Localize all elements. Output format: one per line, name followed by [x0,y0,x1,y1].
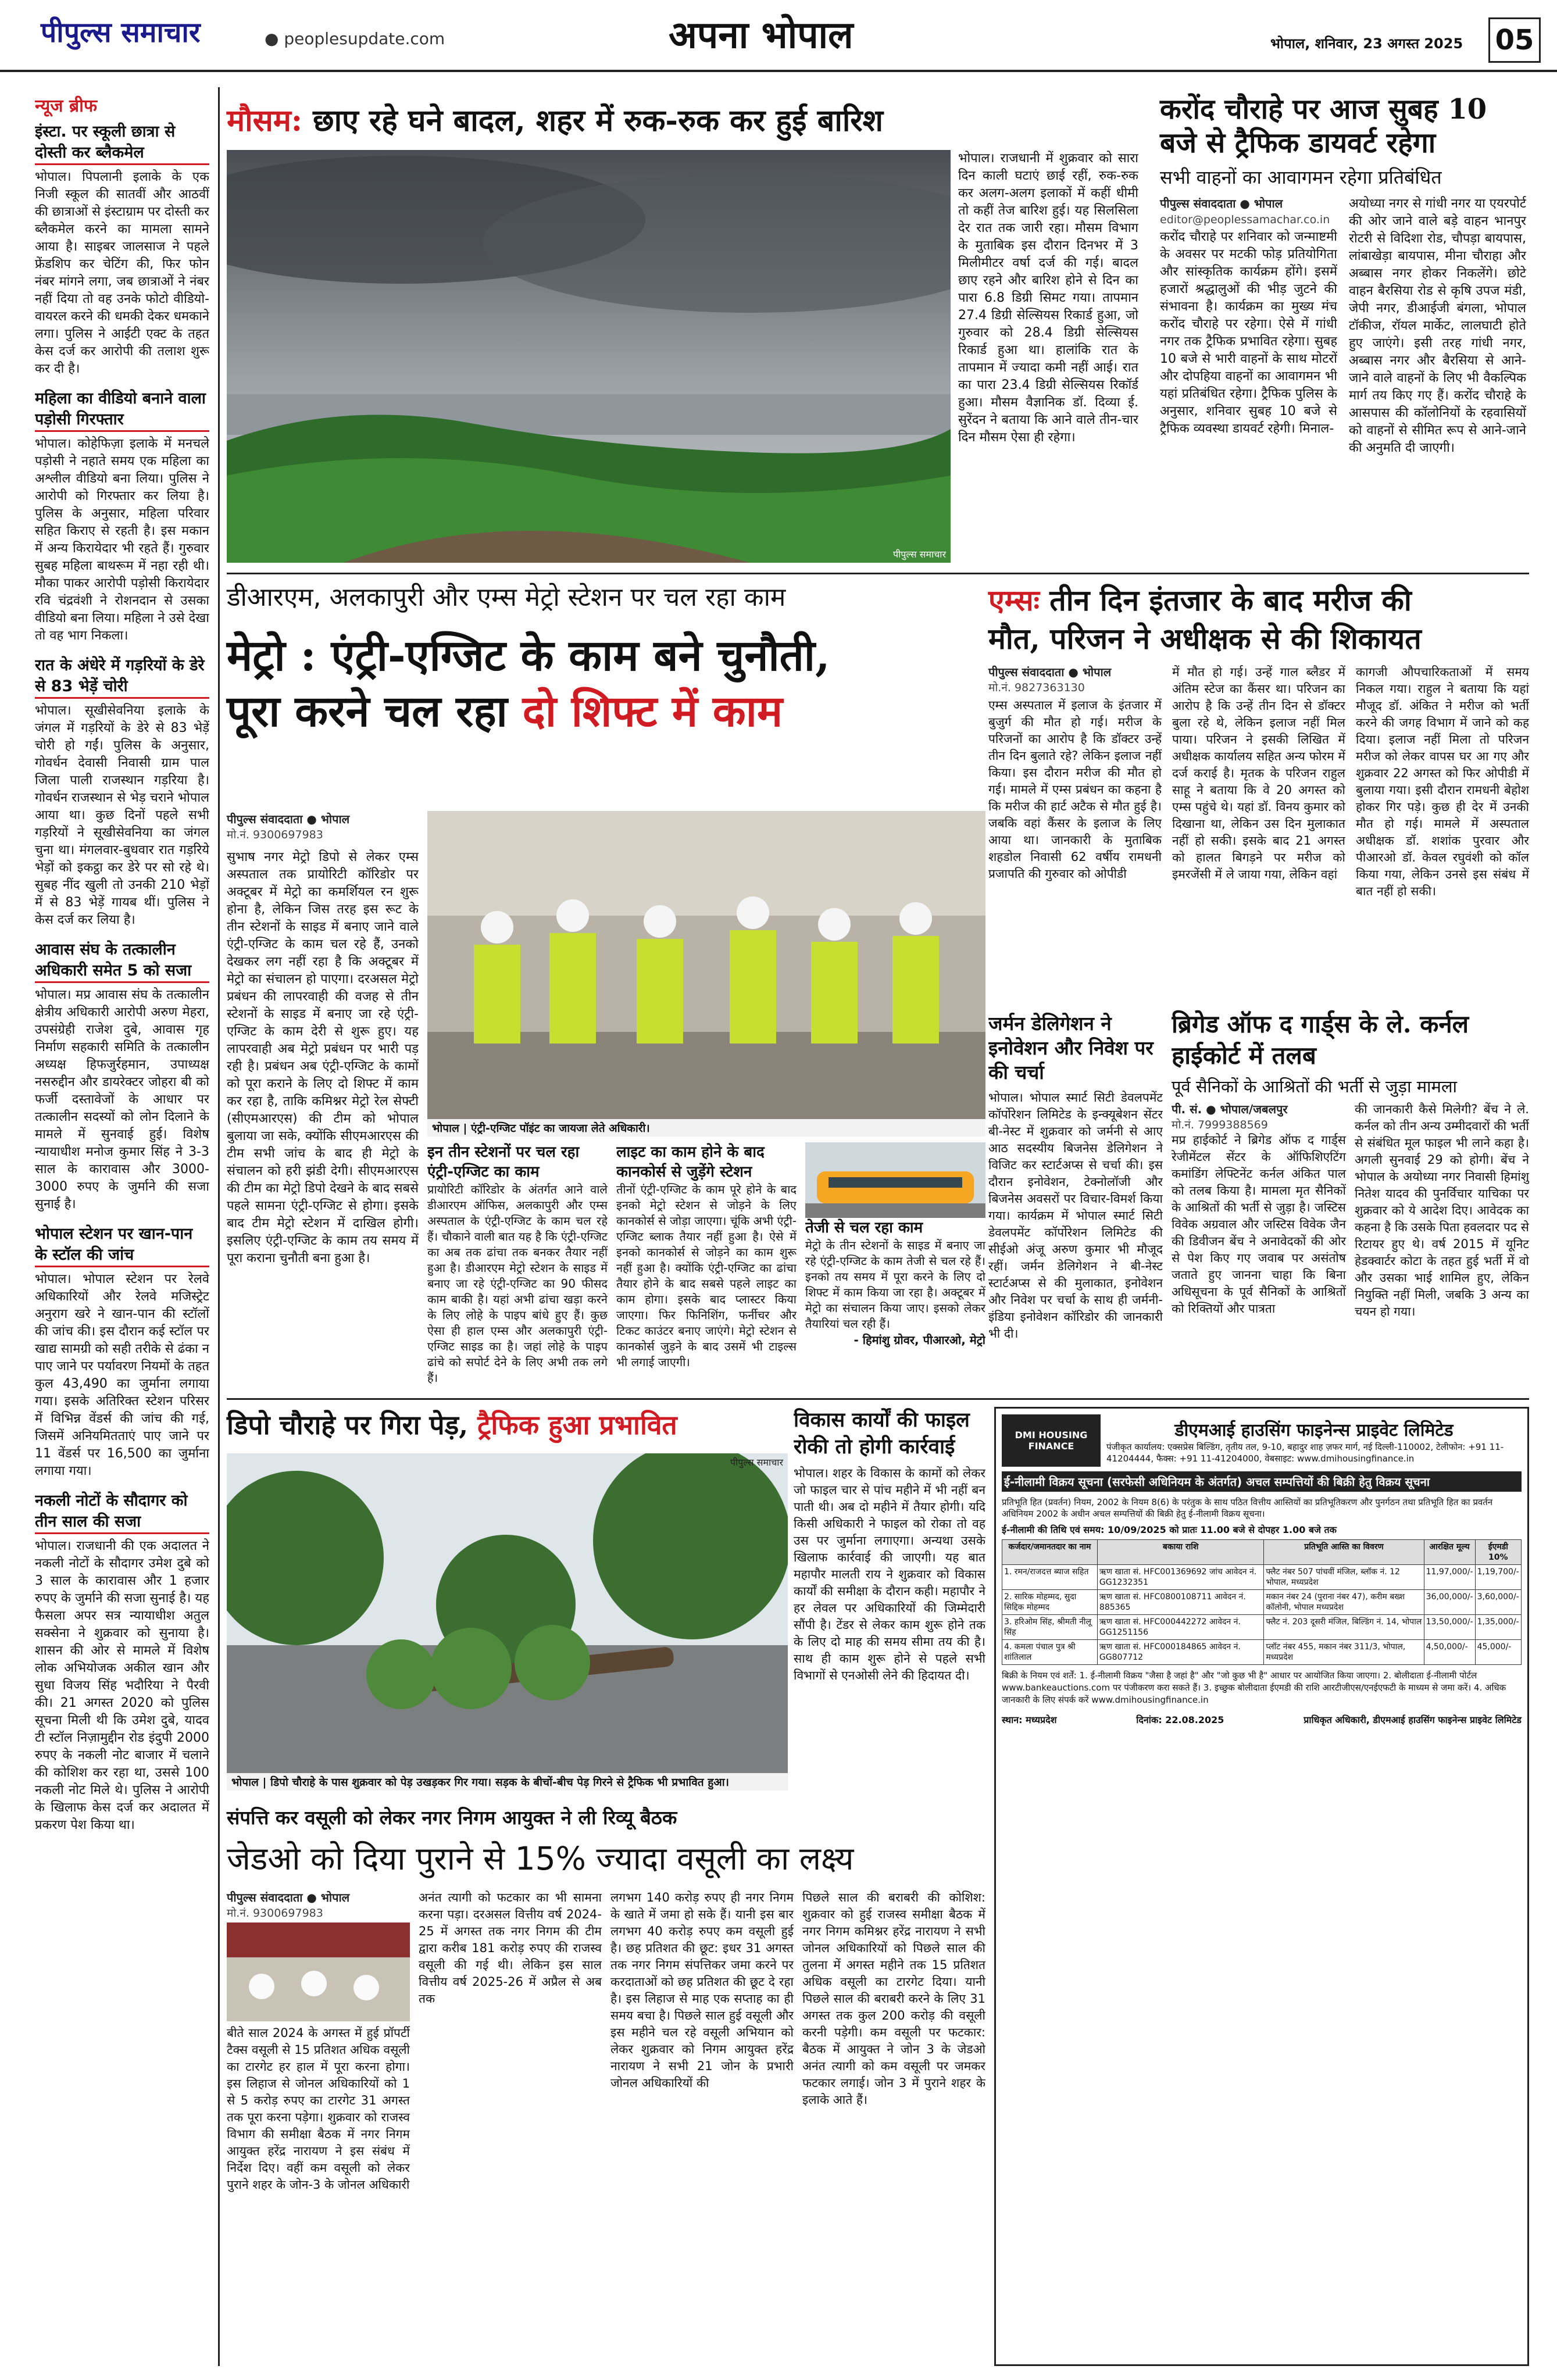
tree-photo [227,1453,788,1791]
news-brief-text: भोपाल। मप्र आवास संघ के तत्कालीन क्षेत्रीय अधिकारी आरोपी अरुण मेहरा, उपसंग्रेही राजेश दुबे, आवास गृह निर्माण सहकारी समिति के तत्कालीन अध्यक्ष हिफजुर्रहमान, उपाध्यक्ष नसरुद्दीन और डायरेक्टर जोहरा बी को फर्जी दस्तावेजों के आधार पर तत्कालीन सदस्यों को लोन दिलाने के मामले में सुनवाई हुई। विशेष न्यायाधीश मनोज कुमार सिंह ने 3-3 साल के कारावास और 3000-3000 रुपए के जुर्माने की सजा सुनाई है। [35,988,209,1212]
vikas-story: विकास कार्यों की फाइल रोकी तो होगी कार्रवाई भोपाल। शहर के विकास के कामों को लेकर जो फाइल चार से पांच महीने में भी नहीं बन पाती थी। अब दो महीने में तैयार होगी। यदि किसी अधिकारी ने फाइल को रोका तो वह उस पर जुर्माना लगाएगा। अन्यथा उसके खिलाफ कार्रवाई की जाएगी। यह बात महापौर मालती राय ने शुक्रवार को विकास कार्यों की समीक्षा के दौरान कही। महापौर ने हर लेवल पर अधिकारियों की जिम्मेदारी सौंपी है। टेंडर से लेकर काम शुरू होने तक के लिए दो माह की समय सीमा तय की है। साथ ही काम शुरू होने से पहले सभी विभागों से एनओसी लेने की हिदायत दी। [794,1407,985,1802]
photo-caption: भोपाल | डिपो चौराहे के पास शुक्रवार को पेड़ उखड़कर गिर गया। सड़क के बीचों-बीच पेड़ गिरने से ट्रैफिक भी प्रभावित हुआ। [227,1773,788,1791]
weather-photo [227,150,951,563]
aiims-story: एम्सः तीन दिन इंतजार के बाद मरीज की मौत, परिजन ने अधीक्षक से की शिकायत पीपुल्स संवाददाता ● भोपाल मो.नं. 9827363130 एम्स अस्पताल में इलाज के इंतजार में बुजुर्ग की मौत हो गई। मरीज के परिजनों का आरोप है कि डॉक्टर उन्हें तीन दिन बुलाते रहे? लेकिन इलाज नहीं किया। इस दौरान मरीज की मौत हो गई। मामले में एम्स प्रबंधन का कहना है कि मरीज की हार्ट अटैक से मौत हुई है। जबकि वहां कैंसर के इलाज के लिए आया था। जानकारी के मुताबिक शहडोल निवासी 62 वर्षीय रामधनी प्रजापति की गुरुवार को ओपीडी में मौत हो गई। उन्हें गाल ब्लैडर में अंतिम स्टेज का कैंसर था। परिजन का आरोप है कि उन्हें तीन दिन से डॉक्टर बुला रहे थे, लेकिन इलाज नहीं मिल पाया। परिजन ने इसकी लिखित में अधीक्षक कार्यालय सहित अन्य फोरम में दर्ज कराई है। मृतक के परिजन राहुल साहू ने बताया कि वे 20 अगस्त को एम्स पहुंचे थे। यहां डॉ. विनय कुमार को दिखाना था, लेकिन उस दिन मुलाकात नहीं हो सकी। इसके बाद 21 अगस्त को हालत बिगड़ने पर मरीज को इमरजेंसी में ले जाया गया, लेकिन वहां कागजी औपचारिकताओं में समय निकल गया। राहुल ने बताया कि यहां मौजूद डॉ. अंकित ने मरीज को भर्ती करने की जगह विभाग में जाने को कह दिया। इलाज नहीं मिला तो परिजन मरीज को लेकर वापस घर आ गए और शुक्रवार 22 अगस्त को फिर ओपीडी में बुलाया गया। इसी दौरान रामधनी बेहोश होकर गिर पड़े। कुछ ही देर में उनकी मौत हो गई। मामले में अस्पताल अधीक्षक डॉ. शशांक पुरवार और पीआरओ डॉ. केवल रघुवंशी को कॉल किया गया, लेकिन उनसे इस संबंध में बात नहीं हो सकी। [988,581,1529,994]
page-number: 05 [1488,17,1541,63]
site-url[interactable]: ● peoplesupdate.com [265,29,445,48]
table-cell: 3,60,000/- [1475,1590,1521,1615]
mobile: मो.नं. 9827363130 [988,681,1085,694]
news-brief-column [35,93,209,2360]
jedo-body: पीपुल्स संवाददाता ● भोपाल मो.नं. 9300697983 बीते साल 2024 के अगस्त में हुई प्रॉपर्टी टैक्स वसूली से 15 प्रतिशत अधिक वसूली का टारगेट हर हाल में पूरा करना होगा। इस लिहाज से जोनल अधिकारियों को 1 से 5 करोड़ रुपए का टारगेट 31 अगस्त तक पूरा करना पड़ेगा। शुक्रवार को राजस्व विभाग की समीक्षा बैठक में नगर निगम आयुक्त हरेंद्र नारायण ने इस संबंध में निर्देश दिए। वहीं कम वसूली को लेकर पुराने शहर के जोन-3 के जोनल अधिकारी अनंत त्यागी को फटकार का भी सामना करना पड़ा। दरअसल वित्तीय वर्ष 2024-25 में अगस्त तक नगर निगम की टीम द्वारा करीब 181 करोड़ रुपए की राजस्व वसूली की गई थी। लेकिन इस साल वित्तीय वर्ष 2025-26 में अप्रैल से अब तक लगभग 140 करोड़ रुपए ही नगर निगम के खाते में जमा हो सके हैं। यानी इस बार लगभग 40 करोड़ रुपए कम वसूली हुई है। छह प्रतिशत की छूट: इधर 31 अगस्त तक नगर निगम संपत्तिकर जमा करने पर करदाताओं को छह प्रतिशत की छूट दे रहा है। इस लिहाज से माह एक सप्ताह का ही समय बचा है। पिछले साल हुई वसूली और इस महीने चल रहे वसूली अभियान को लेकर शुक्रवार को निगम आयुक्त हरेंद्र नारायण ने सभी 21 जोन के प्रभारी जोनल अधिकारियों की पिछले साल की बराबरी की कोशिश: शुक्रवार को हुई राजस्व समीक्षा बैठक में नगर निगम कमिश्नर हरेंद्र नारायण ने सभी जोनल अधिकारियों को पिछले साल की तुलना में अगस्त महीने तक 15 प्रतिशत अधिक वसूली का टारगेट दिया। यानी पिछले साल की बराबरी करने के लिए 31 अगस्त तक कुल 200 करोड़ की वसूली करनी पड़ेगी। कम वसूली पर फटकार: बैठक में आयुक्त ने जोन 3 के जेडओ अनंत त्यागी को कम वसूली पर जमकर फटकार लगाई। जोन 3 में पुराने शहर के इलाके आते हैं। [227,1891,985,2192]
table-cell: मकान नंबर 24 (पुराना नंबर 47), करीम बख्श कॉलोनी, भोपाल मध्यप्रदेश [1264,1590,1424,1615]
dmi-company: डीएमआई हाउसिंग फाइनेन्स प्राइवेट लिमिटेड [1174,1420,1454,1441]
table-cell: 4,50,000/- [1424,1640,1475,1665]
table-cell: 1,19,700/- [1475,1565,1521,1590]
table-header: कर्जदार/जमानतदार का नाम [1002,1540,1098,1565]
news-brief-text: भोपाल। पिपलानी इलाके के एक निजी स्कूल की सातवीं और आठवीं की छात्राओं से इंस्टाग्राम पर दोस्ती कर ब्लैकमेल करने का मामला सामने आया है। साइबर जालसाज ने पहले फ्रेंडशिप कर चेटिंग की, फिर फोन नंबर मांगने लगा, जब छात्राओं ने नंबर नहीं दिया तो वह उनके फोटो वीडियो-वायरल करने की धमकी देकर धमकाने लगा। पुलिस ने आईटी एक्ट के तहत केस दर्ज कर आरोपी की तलाश शुरू कर दी है। [35,170,209,376]
karond-story [1160,93,1526,558]
news-brief-text: भोपाल। कोहेफिज़ा इलाके में मनचले पड़ोसी ने नहाते समय एक महिला का अश्लील वीडियो बना लिया। पुलिस ने आरोपी को गिरफ्तार कर लिया है। पुलिस के अनुसार, महिला परिवार सहित किराए से रहती है। इस मकान में अन्य किरायेदार भी रहते हैं। गुरुवार सुबह महिला बाथरूम में नहा रही थी। मौका पाकर आरोपी पड़ोसी किरायेदार रवि चंद्रवंशी ने रोशनदान से उसका वीडियो बना लिया। महिला ने उसे देखा तो वह भाग निकला। [35,437,209,643]
brigade-subhead: पूर्व सैनिकों के आश्रितों की भर्ती से जुड़ा मामला [1172,1077,1458,1096]
jedo-kicker: संपत्ति कर वसूली को लेकर नगर निगम आयुक्त ने ली रिव्यू बैठक [227,1806,677,1829]
mobile: मो.नं. 9300697983 [227,828,323,841]
logo: पीपुल्स समाचार [41,16,201,49]
german-story: जर्मन डेलिगेशन ने इनोवेशन और निवेश पर की चर्चा भोपाल। भोपाल स्मार्ट सिटी डेवलपमेंट कॉर्पोरेशन लिमिटेड के इन्क्यूबेशन सेंटर बी-नेस्ट में शुक्रवार को जर्मनी से आए आठ सदस्यीय बिजनेस डेलिगेशन ने विजिट कर स्टार्टअप्स से चर्चा की। इस दौरान इनोवेशन, टेक्नोलॉजी और बिजनेस अवसरों पर विचार-विमर्श किया गया। कार्यक्रम में भोपाल स्मार्ट सिटी डेवलपमेंट कॉर्पोरेशन लिमिटेड की सीईओ अंजू अरुण कुमार भी मौजूद रहीं। जर्मन डेलिगेशन ने बी-नेस्ट स्टार्टअप्स से की मुलाकात, इनोवेशन और निवेश पर चर्चा के साथ ही जर्मनी-इंडिया इनोवेशन कॉरिडोर की जानकारी भी दी। [988,1012,1163,1341]
photo-caption: भोपाल | एंट्री-एग्जिट पॉइंट का जायजा लेते अधिकारी। [427,1119,985,1137]
dmi-address: पंजीकृत कार्यालय: एक्सप्रेस बिल्डिंग, तृतीय तल, 9-10, बहादुर शाह ज़फर मार्ग, नई दिल्ली-110002, टेलीफोन: +91 11-41204444, फैक्स: +91 11-41204000, वेबसाइट: www.dmihousingfinance.in [1106,1441,1504,1464]
table-header: आरक्षित मूल्य [1424,1540,1475,1565]
vikas-headline: विकास कार्यों की फाइल रोकी तो होगी कार्रवाई [794,1409,970,1459]
table-row [1002,1615,1522,1640]
aiims-headline: एम्सः तीन दिन इंतजार के बाद मरीज की मौत, परिजन ने अधीक्षक से की शिकायत [988,583,1422,656]
tree-headline: डिपो चौराहे पर गिरा पेड़, ट्रैफिक हुआ प्रभावित [227,1409,677,1441]
table-cell: 45,000/- [1475,1640,1521,1665]
section-divider [227,1398,1529,1400]
email[interactable]: editor@peoplessamachar.co.in [1160,213,1330,227]
dmi-intro: प्रतिभूति हित (प्रवर्तन) नियम, 2002 के नियम 8(6) के परंतुक के साथ पठित वित्तीय आस्तियों का प्रतिभूतिकरण और पुनर्गठन तथा प्रतिभूति हित का प्रवर्तन अधिनियम 2002 के अधीन अचल सम्पत्तियों की बिक्री हेतु ई-नीलामी विक्रय सूचना। [1002,1497,1493,1519]
table-cell: ऋण खाता सं. HFC001369692 जांच आवेदन नं. GG1232351 [1097,1565,1263,1590]
brigade-story: ब्रिगेड ऑफ द गार्ड्स के ले. कर्नल हाईकोर्ट में तलब पूर्व सैनिकों के आश्रितों की भर्ती से जुड़ा मामला पी. सं. ● भोपाल/जबलपुर मो.नं. 7999388569 मप्र हाईकोर्ट ने ब्रिगेड ऑफ द गार्ड्स रेजीमेंटल सेंटर के ऑफिशिएटिंग कमांडिंग लेफ्टिनेंट कर्नल अंकित पाल को तलब किया है। मामला मृत सैनिकों के आश्रितों की भर्ती से जुड़ा है। जस्टिस विवेक अग्रवाल और जस्टिस विवेक जैन की डिवीजन बेंच ने अनावेदकों की ओर से पेश किए गए जवाब पर असंतोष जताते हुए जानना चाहा कि बिना अधिसूचना के पूर्व सैनिकों के आश्रितों को रिक्तियों और पात्रता की जानकारी कैसे मिलेगी? बेंच ने ले. कर्नल को तीन अन्य उम्मीदवारों की भर्ती से संबंधित मूल फाइल भी लाने कहा है। अगली सुनवाई 29 को होगी। बेंच ने भोपाल के अयोध्या नगर निवासी हिमांशु नितेश यादव की पुनर्विचार याचिका पर शुक्रवार को ये आदेश दिए। आवेदक का कहना है कि उसके पिता हवलदार पद से रिटायर हुए थे। वर्ष 2015 में यूनिट हेडक्वार्टर कोटा के तहत हुई भर्ती में वो और उसका भाई शामिल हुए, लेकिन नियुक्ति नहीं मिली, जबकि 3 अन्य का चयन हो गया। [1172,1010,1529,1318]
weather-body: भोपाल। राजधानी में शुक्रवार को सारा दिन काली घटाएं छाई रहीं, रुक-रुक कर अलग-अलग इलाकों में कहीं धीमी तो कहीं तेज बारिश हुई। यह सिलसिला देर रात तक जारी रहा। मौसम विभाग के मुताबिक इस दौरान दिनभर में 3 मिलीमीटर वर्षा दर्ज की गई। बादल छाए रहने और बारिश होने से दिन का पारा 6.8 डिग्री सिमट गया। तापमान 27.4 डिग्री सेल्सियस रिकार्ड हुआ, जो गुरुवार को 28.4 डिग्री सेल्सियस रिकार्ड हुआ था। हालांकि रात के तापमान में ज्यादा कमी नहीं आई। रात का पारा 23.4 डिग्री सेल्सियस रिकॉर्ड हुआ। मौसम वैज्ञानिक डॉ. दिव्या ई. सुरेंदन ने बताया कि आने वाले तीन-चार दिन मौसम ऐसा ही रहेगा। [958,151,1138,445]
news-brief-title: भोपाल स्टेशन पर खान-पान के स्टॉल की जांच [35,1224,209,1267]
table-cell: 13,50,000/- [1424,1615,1475,1640]
table-cell: प्लॉट नंबर 455, मकान नंबर 311/3, भोपाल, मध्यप्रदेश [1264,1640,1424,1665]
news-brief-text: भोपाल। सूखीसेवनिया इलाके के जंगल में गड़रियों के डेरे से 83 भेड़ें चोरी हो गईं। पुलिस के अनुसार, गोवर्धन देवासी निवासी ग्राम पाल जिला पाली राजस्थान गड़रिया है। गोवर्धन राजस्थान से भेड़ चराने भोपाल आया था। कुछ दिनों पहले सभी गड़रियों ने सूखीसेवनिया का जंगल चुना था। मंगलवार-बुधवार रात गड़रिये भेड़ों को इकट्ठा कर डेरे पर सो रहे थे। सुबह नींद खुली तो उनकी 210 भेड़ों में से 83 भेड़ें गायब थीं। पुलिस ने केस दर्ज कर लिया है। [35,703,209,927]
news-brief-text: भोपाल। भोपाल स्टेशन पर रेलवे अधिकारियों और रेलवे मजिस्ट्रेट अनुराग खरे ने खान-पान की स्टॉलों की जांच की। इस दौरान कई स्टॉल पर खाद्य सामग्री को सही तरीके से ढंका न पाए जाने पर पर्यावरण नियमों के तहत कुल 43,490 का जुर्माना लगाया गया। इसके अतिरिक्त स्टेशन परिसर में विभिन्न वेंडर्स की जांच की गई, जिसमें अनियमितताएं पाए जाने पर 11 वेंडर्स पर 16,500 का जुर्माना लगाया गया। [35,1272,209,1478]
table-row [1002,1565,1522,1590]
dateline: भोपाल, शनिवार, 23 अगस्त 2025 [1270,35,1463,52]
table-cell: ऋण खाता सं. HFC0800108711 आवेदन नं. 885365 [1097,1590,1263,1615]
section-divider [227,573,1529,574]
column-divider [218,87,220,2366]
section-title: अपना भोपाल [669,13,854,57]
karond-body-2: अयोध्या नगर से गांधी नगर या एयरपोर्ट की ओर जाने वाले बड़े वाहन भानपुर रोटरी से विदिशा रोड, चौपड़ा बायपास, लांबाखेड़ा बायपास, मीना चौराहा और अब्बास नगर होकर निकलेंगे। छोटे वाहन बैरसिया रोड से कृषि उपज मंडी, जेपी नगर, डीआईजी बंगला, भोपाल टॉकीज, रॉयल मार्केट, लालघाटी होते हुए जाएंगे। इसी तरह गांधी नगर, अब्बास नगर और बैरसिया से आने-जाने वाले वाहनों के लिए भी वैकल्पिक मार्ग तय किए गए हैं। करोंद चौराहे के आसपास की कॉलोनियों के रहवासियों को वाहनों से सीमित रूप से आने-जाने की अनुमति दी जाएगी। [1349,196,1526,456]
table-cell: 2. सारिक मोहम्मद, सुदा सिद्दिक मोहम्मद [1002,1590,1098,1615]
photo-credit: पीपुल्स समाचार [730,1457,783,1468]
table-cell: 11,97,000/- [1424,1565,1475,1590]
dmi-dates: ई-नीलामी की तिथि एवं समय: 10/09/2025 को प्रातः 11.00 बजे से दोपहर 1.00 बजे तक [1002,1524,1337,1535]
metro-sub-2-title: लाइट का काम होने के बाद कानकोर्स से जुड़ेंगे स्टेशन [616,1143,765,1181]
table-cell: 3. हरिओम सिंह, श्रीमती नीलू सिंह [1002,1615,1098,1640]
metro-sub-3: तेजी से चल रहा काम मेट्रो के तीन स्टेशनों के साइड में बनाए जा रहे एंट्री-एग्जिट के काम तेजी से चल रहे हैं। इनको तय समय में पूरा करने के लिए दो शिफ्ट में काम किया जा रहा है। अक्टूबर में मेट्रो का संचालन किया जाए। इसको लेकर तैयारियां चल रही हैं। - हिमांशु ग्रोवर, पीआरओ, मेट्रो [805,1142,985,1386]
dmi-table [1002,1539,1522,1665]
table-cell: 1,35,000/- [1475,1615,1521,1640]
metro-sub-3-title: तेजी से चल रहा काम [805,1219,923,1237]
table-cell: 4. कमला पंचाल पुत्र श्री शांतिलाल [1002,1640,1098,1665]
meeting-photo [227,1922,410,2021]
karond-body-1: करोंद चौराहे पर शनिवार को जन्माष्टमी के अवसर पर मटकी फोड़ प्रतियोगिता और सांस्कृतिक कार्यक्रम होंगे। इसमें हजारों श्रद्धालुओं की भीड़ जुटने की संभावना है। कार्यक्रम का मुख्य मंच करोंद चौराहे पर रहेगा। ऐसे में गांधी नगर तक ट्रैफिक प्रभावित रहेगा। सुबह 10 बजे से भारी वाहनों के साथ मोटरों और दोपहिया वाहनों का आवागमन भी यहां प्रतिबंधित रहेगा। ट्रैफिक पुलिस के अनुसार, शनिवार सुबह 10 बजे से ट्रैफिक व्यवस्था डायवर्ट रहेगी। मिनाल- [1160,230,1337,437]
news-brief-label: न्यूज ब्रीफ [35,96,97,116]
quote-sign: - हिमांशु ग्रोवर, पीआरओ, मेट्रो [854,1333,985,1347]
table-cell: फ्लैट नं. 203 दूसरी मंजिल, बिल्डिंग नं. 14, भोपाल [1264,1615,1424,1640]
karond-subhead: सभी वाहनों का आवागमन रहेगा प्रतिबंधित [1160,166,1442,189]
brigade-headline: ब्रिगेड ऑफ द गार्ड्स के ले. कर्नल हाईकोर्ट में तलब [1172,1010,1469,1070]
metro-photo [427,811,985,1137]
dmi-logo: DMI HOUSING FINANCE [1002,1414,1101,1467]
table-header: ईएमडी 10% [1475,1540,1521,1565]
table-row [1002,1640,1522,1665]
photo-credit: पीपुल्स समाचार [892,549,946,560]
german-headline: जर्मन डेलिगेशन ने इनोवेशन और निवेश पर की चर्चा [988,1012,1154,1084]
news-brief-title: नकली नोटों के सौदागर को तीन साल की सजा [35,1491,209,1534]
metro-body: सुभाष नगर मेट्रो डिपो से लेकर एम्स अस्पताल तक प्रायोरिटी कॉरिडोर पर अक्टूबर में मेट्रो का कमर्शियल रन शुरू होना है, लेकिन जिस तरह इस रूट के तीन स्टेशनों के साइड में बनाए जाने वाले एंट्री-एग्जिट के काम चल रहे हैं, उनको देखकर लग नहीं रहा है कि अक्टूबर में मेट्रो का संचालन हो पाएगा। दरअसल मेट्रो प्रबंधन की लापरवाही की वजह से तीन स्टेशनों के साइड में बनाए जा रहे एंट्री-एग्जिट के काम देरी से शुरू हुए। यह लापरवाही अब मेट्रो प्रबंधन पर भारी पड़ रही है। प्रबंधन अब एंट्री-एग्जिट के कामों को पूरा कराने के लिए दो शिफ्ट में काम कर रहा है, ताकि कमिश्नर मेट्रो रेल सेफ्टी (सीएमआरएस) की टीम को भोपाल बुलाया जा सके, क्योंकि सीएमआरएस की टीम सभी जांच के बाद ही मेट्रो के संचालन को हरी झंडी देगी। सीएमआरएस की टीम का मेट्रो डिपो देखने के बाद सबसे पहले सामना एंट्री-एग्जिट से होगा। इसके बाद टीम मेट्रो स्टेशन में दाखिल होगी। इसलिए एंट्री-एग्जिट के काम तय समय में पूरा कराना चुनौती बना हुआ है। [227,850,419,1266]
table-cell: 1. रमन/राजदत्त ब्याज सहित [1002,1565,1098,1590]
metro-train-photo [805,1142,985,1218]
jedo-headline: जेडओ को दिया पुराने से 15% ज्यादा वसूली का लक्ष्य [227,1840,854,1877]
table-cell: फ्लैट नंबर 507 पांचवीं मंजिल, ब्लॉक नं. 12 भोपाल, मध्यप्रदेश [1264,1565,1424,1590]
news-brief-text: भोपाल। राजधानी की एक अदालत ने नकली नोटों के सौदागर उमेश दुबे को 3 साल के कारावास और 1 हजार रुपए के जुर्माने की सजा सुनाई है। यह फैसला अपर सत्र न्यायाधीश अतुल सक्सेना ने शुक्रवार को सुनाया है। शासन की ओर से मामले में विशेष लोक अभियोजक अकील खान और सुधा विजय सिंह भदौरिया ने पैरवी की। 21 अगस्त 2020 को पुलिस सूचना मिली थी कि उमेश दुबे, यादव टी स्टॉल निज़ामुद्दीन रोड इंदुपी 2000 रुपए के नकली नोट बाजार में चलाने की कोशिश कर रहा था, उससे 100 नकली नोट मिले थे। पुलिस ने आरोपी के खिलाफ केस दर्ज कर अदालत में प्रकरण पेश किया था। [35,1539,209,1832]
dmi-heading: ई-नीलामी विक्रय सूचना (सरफेसी अधिनियम के अंतर्गत) अचल सम्पत्तियों की बिक्री हेतु विक्रय सूचना [1002,1471,1522,1492]
table-header: प्रतिभूति आस्ति का विवरण [1264,1540,1424,1565]
globe-icon: ● [265,29,284,48]
news-brief-title: रात के अंधेरे में गड़रियों के डेरे से 83 भेड़ें चोरी [35,655,209,699]
dmi-place: स्थान: मध्यप्रदेश [1002,1714,1057,1725]
weather-headline: मौसम: छाए रहे घने बादल, शहर में रुक-रुक कर हुई बारिश [227,103,883,138]
table-row [1002,1590,1522,1615]
dmi-date: दिनांक: 22.08.2025 [1136,1714,1224,1725]
metro-byline: पीपुल्स संवाददाता ● भोपाल मो.नं. 9300697983 [227,811,419,842]
news-brief-title: महिला का वीडियो बनाने वाला पड़ोसी गिरफ्तार [35,388,209,432]
news-brief-title: इंस्टा. पर स्कूली छात्रा से दोस्ती कर ब्लैकमेल [35,121,209,165]
table-cell: ऋण खाता सं. HFC000442272 आवेदन नं. GG1251156 [1097,1615,1263,1640]
masthead [0,0,1557,72]
metro-kicker: डीआरएम, अलकापुरी और एम्स मेट्रो स्टेशन पर चल रहा काम [227,583,786,612]
table-cell: ऋण खाता सं. HFC000184865 आवेदन नं. GG807712 [1097,1640,1263,1665]
dmi-signatory: प्राधिकृत अधिकारी, डीएमआई हाउसिंग फाइनेन्स प्राइवेट लिमिटेड [1304,1714,1522,1725]
byline: पीपुल्स संवाददाता ● भोपाल [1160,196,1283,211]
metro-sub-2: लाइट का काम होने के बाद कानकोर्स से जुड़ेंगे स्टेशन तीनों एंट्री-एग्जिट के काम पूरे होने के बाद इनको मेट्रो स्टेशन से जोड़ने के लिए कानकोर्स से जोड़ा जाएगा। चूंकि अभी एंट्री-एग्जिट ब्लाक तैयार नहीं हुआ है। ऐसे में इनको कानकोर्स से जोड़ने का काम शुरू नहीं हुआ है। क्योंकि एंट्री-एग्जिट का ढांचा तैयार होने के बाद सबसे पहले लाइट का काम होगा। इसके बाद प्लास्टर किया जाएगा। फिर फिनिशिंग, फर्नीचर और टिकट काउंटर बनाए जाएंगे। मेट्रो स्टेशन से कानकोर्स जुड़ने के बाद उसमें भी टाइल्स भी लगाई जाएगी। [616,1143,797,1369]
table-header: बकाया राशि [1097,1540,1263,1565]
metro-sub-1: इन तीन स्टेशनों पर चल रहा एंट्री-एग्जिट का काम प्रायोरिटी कॉरिडोर के अंतर्गत आने वाले डीआरएम ऑफिस, अलकापुरी और एम्स अस्पताल के एंट्री-एग्जिट के काम चल रहे हैं। चौकाने वाली बात यह है कि एंट्री-एग्जिट का अब तक ढांचा तक बनकर तैयार नहीं हुआ है। डीआरएम मेट्रो स्टेशन के साइड में बनाए जा रहे एंट्री-एग्जिट का 90 फीसद काम बाकी है। यहां अभी ढांचा खड़ा करने के लिए लोहे के पाइप बांधे हुए हैं। कुछ ऐसा ही हाल एम्स और अलकापुरी एंट्री-एग्जिट साइड का है। जहां लोहे के पाइप ढांचे को सपोर्ट देने के लिए अभी तक लगे हैं। [427,1143,608,1385]
news-brief-title: आवास संघ के तत्कालीन अधिकारी समेत 5 को सजा [35,939,209,983]
dmi-advert [994,1407,1529,2366]
karond-headline: करोंद चौराहे पर आज सुबह 10 बजे से ट्रैफिक डायवर्ट रहेगा [1160,93,1487,159]
dmi-terms: बिक्री के नियम एवं शर्तें: 1. ई-नीलामी विक्रय "जैसा है जहां है" और "जो कुछ भी है" आधार पर आयोजित किया जाएगा। 2. बोलीदाता ई-नीलामी पोर्टल www.bankeauctions.com पर पंजीकरण करा सकते हैं। 3. इच्छुक बोलीदाता ईएमडी की राशि आरटीजीएस/एनईएफटी के माध्यम से जमा करें। 4. अधिक जानकारी के लिए संपर्क करें www.dmihousingfinance.in [1002,1670,1506,1705]
table-cell: 36,00,000/- [1424,1590,1475,1615]
metro-headline: मेट्रो : एंट्री-एग्जिट के काम बने चुनौती, पूरा करने चल रहा दो शिफ्ट में काम [227,631,830,737]
metro-sub-1-title: इन तीन स्टेशनों पर चल रहा एंट्री-एग्जिट का काम [427,1143,580,1181]
